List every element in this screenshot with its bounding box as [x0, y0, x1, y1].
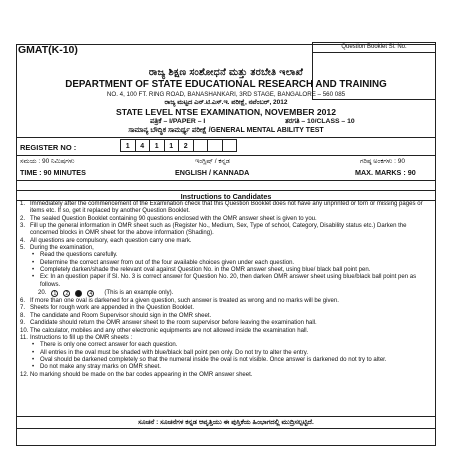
example-note: (This is an example only).: [104, 289, 174, 296]
paper-label: ಪತ್ರಿಕೆ – I/PAPER – I: [150, 118, 206, 125]
list-item: • All entries in the oval must be shaded with blue/black ball point pen only. Do not try to alter the entry.: [32, 349, 309, 356]
oval-option: 2: [63, 290, 70, 297]
test-title: ಸಾಮಾನ್ಯ ಬೌದ್ಧಿಕ ಸಾಮರ್ಥ್ಯ ಪರೀಕ್ಷೆ /GENERAL MENTAL ABILITY TEST: [128, 127, 324, 134]
list-item: • Ex: In an question paper if Sl. No. 3 is correct answer for Question No. 20, then darken OMR answer sheet using blue/black ball point pen as follows.: [32, 274, 417, 288]
register-digit[interactable]: [193, 139, 209, 152]
list-item: 6. If more than one oval is darkened for a given question, such answer is treated as wrong and no marks will be given.: [20, 298, 339, 305]
list-item: • Read the questions carefully.: [32, 252, 118, 259]
divider: [16, 180, 436, 181]
bullet-icon: •: [32, 267, 35, 274]
medium-english: ENGLISH / KANNADA: [175, 168, 250, 177]
oval-option: 1: [51, 290, 58, 297]
register-digit[interactable]: 1: [164, 139, 180, 152]
bullet-icon: •: [32, 259, 35, 266]
register-grid: [121, 139, 237, 152]
exam-title-kannada: ರಾಜ್ಯ ಮಟ್ಟದ ಎನ್.ಟಿ.ಎಸ್.ಇ. ಪರೀಕ್ಷೆ, ನವೆಂಬರ್, 2012: [164, 99, 288, 106]
department-address: NO. 4, 100 FT. RING ROAD, BANASHANKARI, 3RD STAGE, BANGALORE – 560 085: [106, 91, 346, 98]
bullet-icon: •: [32, 364, 35, 371]
department-kannada: ರಾಜ್ಯ ಶಿಕ್ಷಣ ಸಂಶೋಧನೆ ಮತ್ತು ತರಬೇತಿ ಇಲಾಖೆ: [148, 67, 304, 78]
list-item: 5. During the examination,: [20, 245, 94, 252]
register-digit[interactable]: [222, 139, 238, 152]
list-item: 2. The sealed Question Booklet containing 90 questions enclosed with the OMR answer sheet is given to you.: [20, 215, 317, 222]
list-item: • Oval should be darkened completely so that the numeral inside the oval is not visible. Once answer is darkened do not try to alter.: [32, 356, 387, 363]
class-label: ತರಗತಿ – 10/CLASS – 10: [285, 118, 355, 125]
register-digit[interactable]: 4: [135, 139, 151, 152]
exam-title: STATE LEVEL NTSE EXAMINATION, NOVEMBER 2012: [116, 107, 336, 117]
list-item: 8. The candidate and Room Supervisor should sign in the OMR sheet.: [20, 312, 212, 319]
serial-number-label: Question Booklet Sl. No.: [313, 43, 435, 53]
instructions-list: [20, 201, 430, 379]
paper-code: GMAT(K-10): [18, 44, 78, 56]
list-item: 3. Fill up the general information in OMR sheet such as (Register No., Medium, Sex, Type of school, Category, Disability status etc.) Darken the concerned blocks in OMR sheet for the above information (Shading).: [20, 223, 407, 237]
time-kannada: ಸಮಯ : 90 ನಿಮಿಷಗಳು: [20, 158, 75, 165]
department-title: DEPARTMENT OF STATE EDUCATIONAL RESEARCH AND TRAINING: [65, 79, 387, 90]
kannada-note: ಸೂಚನೆ : ಸೂಚನೆಗಳ ಕನ್ನಡ ಆವೃತ್ತಿಯು ಈ ಪುಸ್ತಿಕೆಯ ಹಿಂಭಾಗದಲ್ಲಿ ಮುದ್ರಿಸಲ್ಪಟ್ಟಿದೆ.: [16, 416, 436, 429]
oval-option-filled-icon: [75, 290, 82, 297]
marks-kannada: ಗರಿಷ್ಠ ಅಂಕಗಳು : 90: [360, 158, 406, 165]
list-item: • There is only one correct answer for each question.: [32, 342, 178, 349]
marks-english: MAX. MARKS : 90: [355, 168, 416, 177]
divider: [16, 137, 436, 138]
list-item: 4. All questions are compulsory, each question carry one mark.: [20, 237, 192, 244]
bullet-icon: •: [32, 342, 35, 349]
list-item: 10. The calculator, mobiles and any other electronic equipments are not allowed inside the examination hall.: [20, 327, 309, 334]
register-digit[interactable]: 1: [149, 139, 165, 152]
register-label: REGISTER NO :: [20, 143, 77, 152]
medium-kannada: ಇಂಗ್ಲಿಷ್ / ಕನ್ನಡ: [195, 158, 230, 165]
list-item: 1. Immediately after the commencement of the Examination check that this Question Booklet does not have any unprinted or torn or missing pages or items etc. If so, get it replaced by another Question Booklet.: [20, 201, 423, 215]
list-item: 7. Sheets for rough work are appended in the Question Booklet.: [20, 305, 195, 312]
oval-option: 4: [87, 290, 94, 297]
omr-example: [20, 289, 430, 298]
divider: [16, 155, 436, 156]
example-question-number: 20.: [38, 289, 47, 296]
bullet-icon: •: [32, 356, 35, 363]
list-item: • Do not make any stray marks on OMR sheet.: [32, 364, 161, 371]
list-item: 12. No marking should be made on the bar codes appearing in the OMR answer sheet.: [20, 371, 253, 378]
register-digit[interactable]: 2: [178, 139, 194, 152]
bullet-icon: •: [32, 349, 35, 356]
bullet-icon: •: [32, 252, 35, 259]
divider: [16, 190, 436, 191]
list-item: • Determine the correct answer from out of the four available choices given under each question.: [32, 259, 295, 266]
list-item: 11. Instructions to fill up the OMR sheets :: [20, 334, 133, 341]
bullet-icon: •: [32, 274, 35, 281]
instructions-title: Instructions to Candidates: [180, 192, 272, 201]
list-item: • Completely darken/shade the relevant oval against Question No. in the OMR answer sheet, using blue/ black ball point pen.: [32, 267, 371, 274]
time-english: TIME : 90 MINUTES: [20, 168, 86, 177]
register-digit[interactable]: 1: [120, 139, 136, 152]
register-digit[interactable]: [207, 139, 223, 152]
list-item: 9. Candidate should return the OMR answer sheet to the room supervisor before leaving the examination hall.: [20, 320, 317, 327]
